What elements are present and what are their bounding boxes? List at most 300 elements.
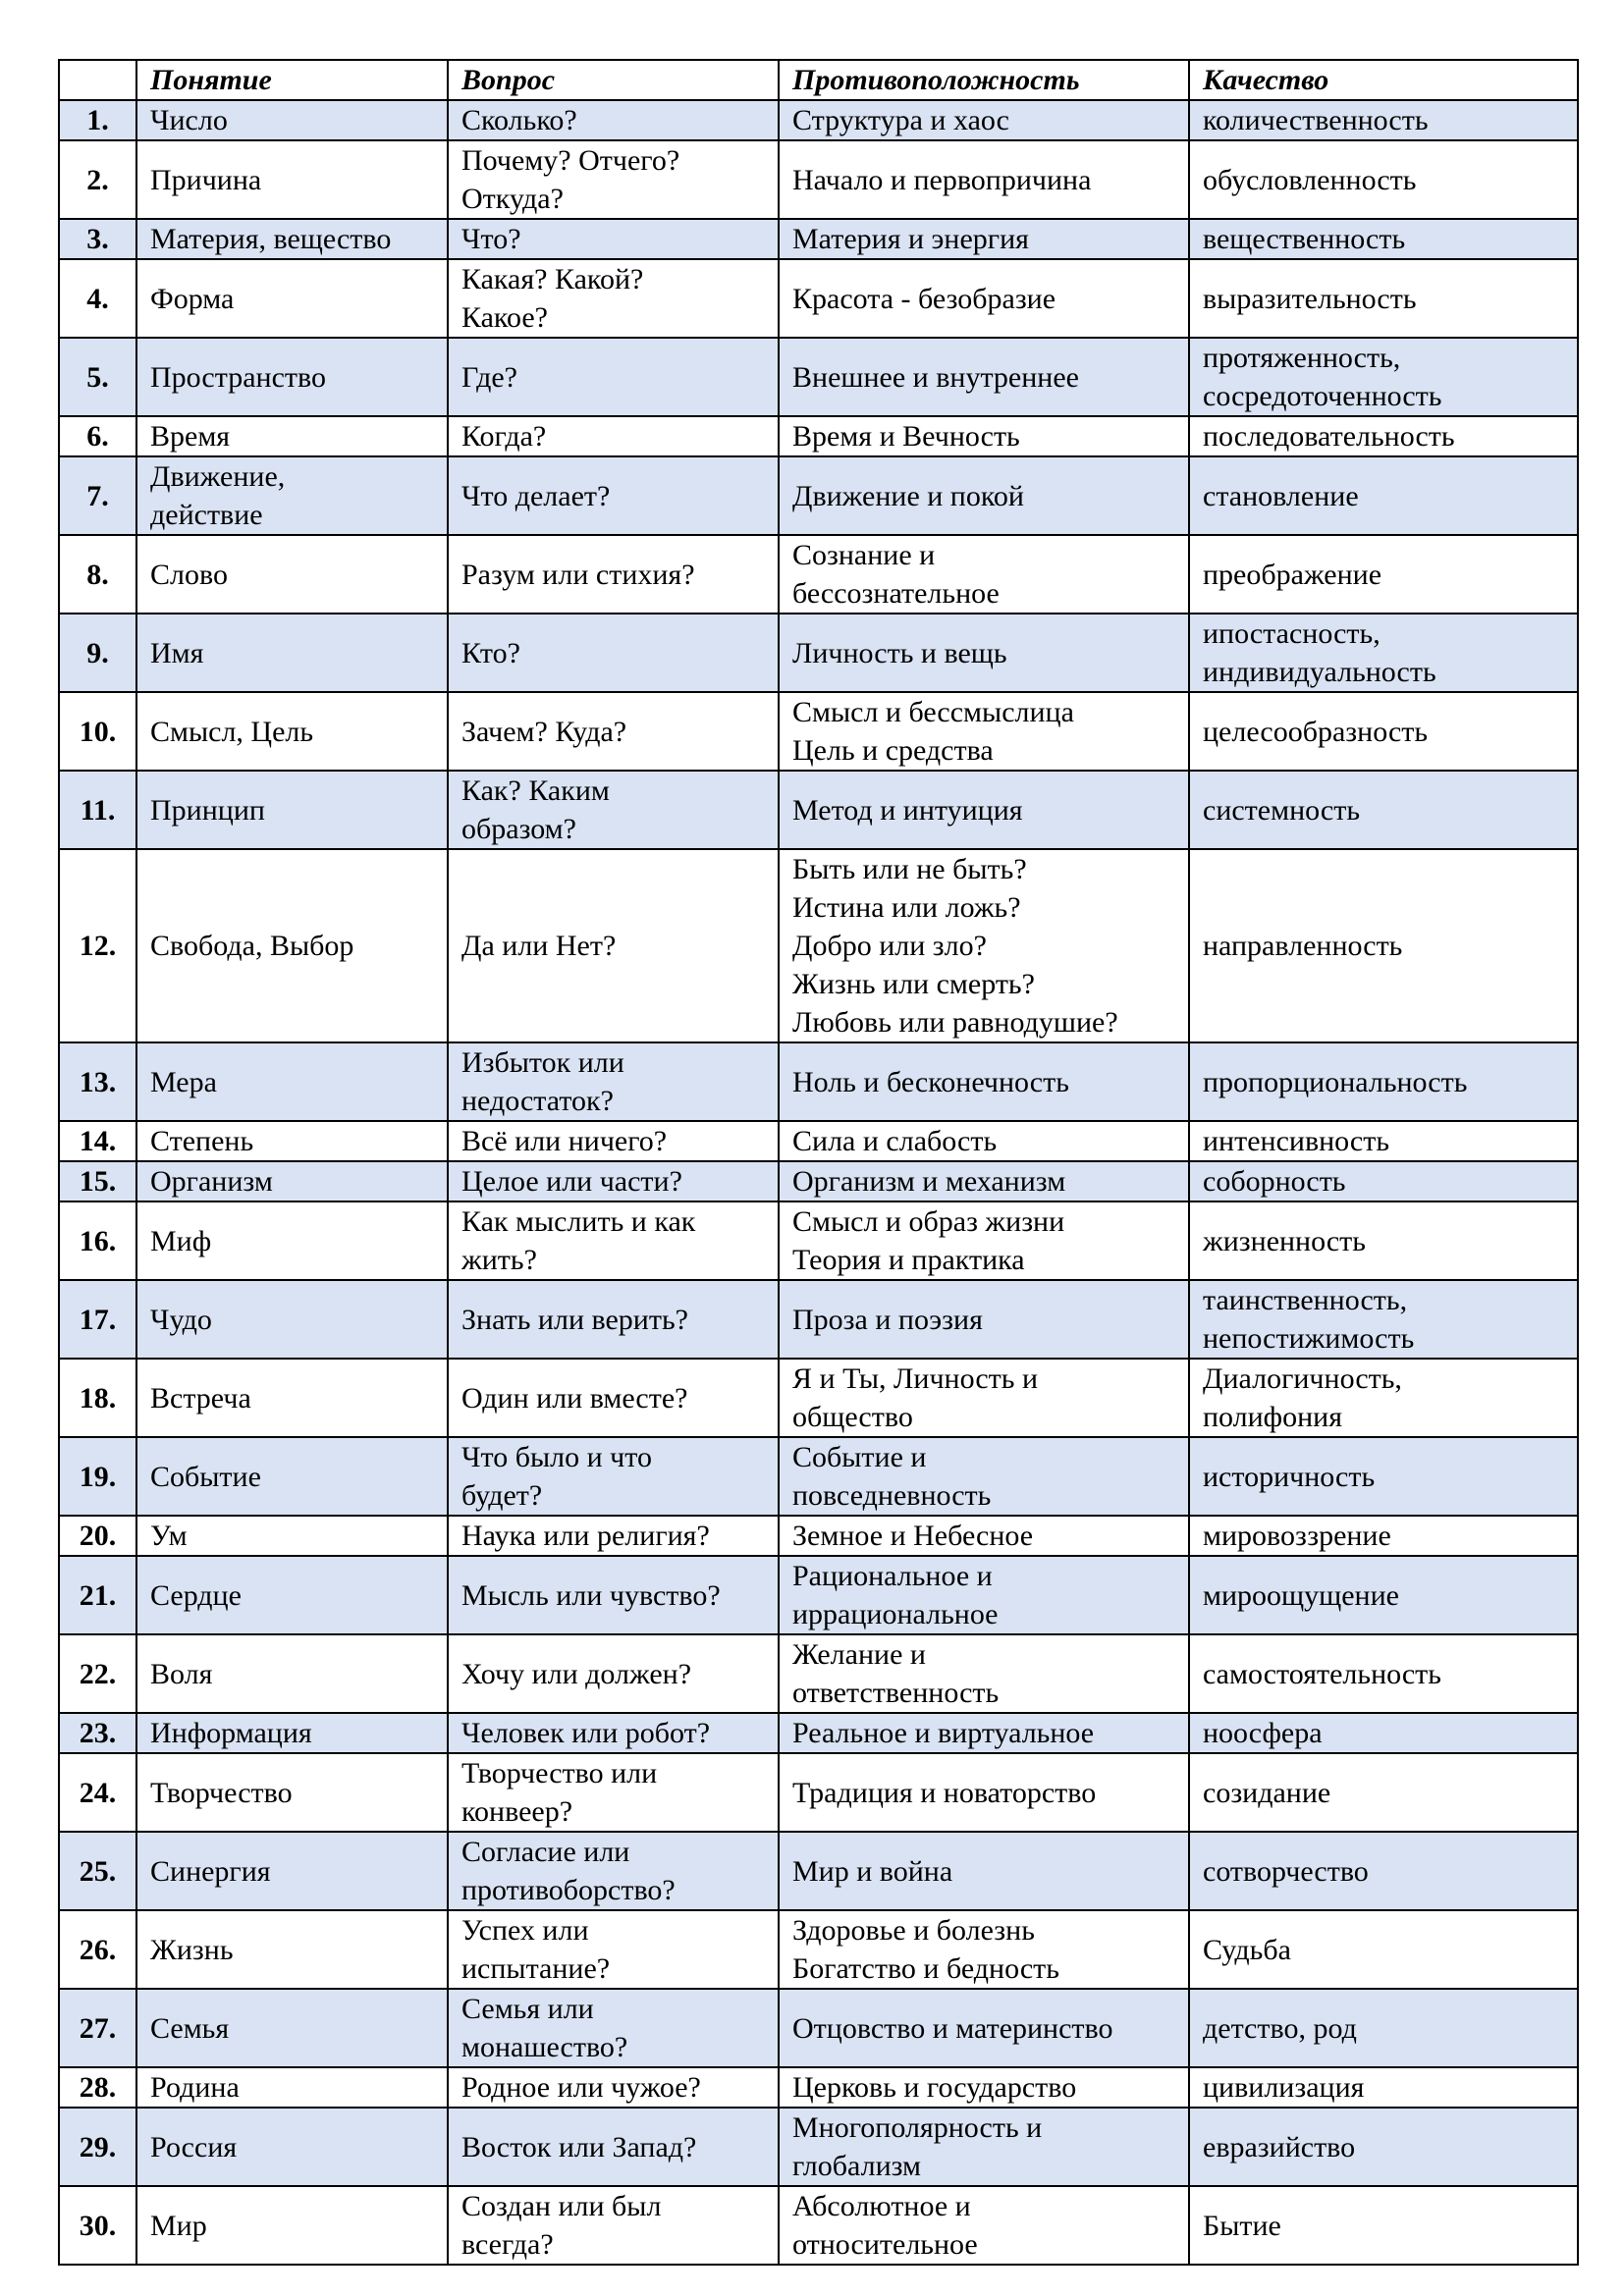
quality-cell <box>1189 1437 1578 1516</box>
table-row <box>59 2108 1578 2186</box>
question-cell-line: испытание? <box>461 1952 611 1985</box>
table-row <box>59 535 1578 614</box>
question-cell <box>448 1359 779 1437</box>
quality-cell-line: Диалогичность, <box>1203 1362 1402 1395</box>
opposite-cell-line: Смысл и образ жизни <box>792 1205 1065 1238</box>
opposite-cell-line: глобализм <box>792 2150 922 2182</box>
quality-cell <box>1189 1201 1578 1280</box>
row-number: 22. <box>59 1634 136 1713</box>
concept-cell <box>136 1910 448 1989</box>
quality-cell <box>1189 140 1578 219</box>
table-row <box>59 1634 1578 1713</box>
question-cell-line: Сколько? <box>461 104 577 136</box>
quality-cell-line: жизненность <box>1203 1224 1366 1257</box>
quality-cell-line: полифония <box>1203 1401 1343 1433</box>
quality-cell <box>1189 338 1578 416</box>
question-cell-line: Хочу или должен? <box>461 1657 692 1690</box>
opposite-cell-line: Добро или зло? <box>792 930 987 962</box>
quality-cell <box>1189 849 1578 1042</box>
opposite-cell-line: Сознание и <box>792 539 936 571</box>
question-cell <box>448 614 779 692</box>
concept-cell-line: Форма <box>150 282 235 315</box>
concept-cell-line: Информация <box>150 1717 312 1749</box>
question-cell <box>448 219 779 259</box>
question-cell <box>448 1042 779 1121</box>
table-row <box>59 140 1578 219</box>
question-cell <box>448 1832 779 1910</box>
question-cell-line: конвеер? <box>461 1795 573 1828</box>
concept-cell-line: Творчество <box>150 1776 293 1809</box>
opposite-cell-line: Мир и война <box>792 1854 953 1888</box>
concept-cell-line: Мир <box>150 2209 207 2242</box>
question-cell-line: недостаток? <box>461 1085 614 1117</box>
concept-cell-line: Ум <box>150 1520 188 1552</box>
question-cell-line: Какая? Какой? <box>461 263 644 295</box>
header-concept: Понятие <box>136 60 448 100</box>
question-cell-line: Где? <box>461 360 517 394</box>
opposite-cell <box>779 1280 1189 1359</box>
table-row <box>59 1832 1578 1910</box>
opposite-cell <box>779 2108 1189 2186</box>
quality-cell-line: таинственность, <box>1203 1284 1408 1316</box>
concept-cell <box>136 140 448 219</box>
row-number: 24. <box>59 1753 136 1832</box>
concept-cell <box>136 219 448 259</box>
question-cell-line: Почему? Отчего? <box>461 144 680 177</box>
quality-cell <box>1189 1516 1578 1556</box>
question-cell <box>448 259 779 338</box>
concept-cell-line: Событие <box>150 1460 261 1493</box>
concept-cell-line: Жизнь <box>150 1933 234 1966</box>
concept-cell-line: Россия <box>150 2130 238 2163</box>
concept-cell <box>136 1832 448 1910</box>
table-row <box>59 219 1578 259</box>
opposite-cell-line: Быть или не быть? <box>792 853 1027 885</box>
concept-cell <box>136 535 448 614</box>
question-cell-line: Мысль или чувство? <box>461 1578 721 1612</box>
question-cell <box>448 1161 779 1201</box>
opposite-cell-line: Материя и энергия <box>792 223 1029 255</box>
concept-cell-line: Смысл, Цель <box>150 715 314 748</box>
quality-cell <box>1189 535 1578 614</box>
table-row <box>59 1121 1578 1161</box>
header-question: Вопрос <box>448 60 779 100</box>
opposite-cell <box>779 456 1189 535</box>
concept-cell <box>136 1713 448 1753</box>
quality-cell-line: преображение <box>1203 558 1382 591</box>
row-number: 2. <box>59 140 136 219</box>
quality-cell-line: протяженность, <box>1203 342 1401 374</box>
quality-cell-line: целесообразность <box>1203 715 1429 748</box>
question-cell-line: Избыток или <box>461 1046 624 1079</box>
opposite-cell-line: Богатство и бедность <box>792 1952 1059 1985</box>
opposite-cell <box>779 1516 1189 1556</box>
question-cell-line: Семья или <box>461 1993 594 2025</box>
quality-cell <box>1189 2186 1578 2265</box>
quality-cell-line: непостижимость <box>1203 1322 1415 1355</box>
row-number: 21. <box>59 1556 136 1634</box>
question-cell-line: Что? <box>461 223 521 255</box>
question-cell <box>448 1713 779 1753</box>
quality-cell <box>1189 1634 1578 1713</box>
concept-cell-line: Родина <box>150 2071 240 2104</box>
opposite-cell-line: Начало и первопричина <box>792 163 1092 196</box>
concept-cell <box>136 1280 448 1359</box>
opposite-cell-line: Время и Вечность <box>792 420 1020 453</box>
quality-cell-line: интенсивность <box>1203 1125 1390 1157</box>
quality-cell-line: самостоятельность <box>1203 1657 1441 1690</box>
opposite-cell-line: Личность и вещь <box>792 636 1007 669</box>
quality-cell-line: ноосфера <box>1203 1717 1323 1749</box>
opposite-cell-line: Структура и хаос <box>792 104 1009 136</box>
concept-cell-line: Миф <box>150 1224 212 1257</box>
opposite-cell <box>779 1634 1189 1713</box>
row-number: 25. <box>59 1832 136 1910</box>
quality-cell-line: мироощущение <box>1203 1578 1399 1612</box>
question-cell-line: Когда? <box>461 420 547 453</box>
question-cell <box>448 1989 779 2067</box>
row-number: 9. <box>59 614 136 692</box>
opposite-cell <box>779 614 1189 692</box>
opposite-cell <box>779 1910 1189 1989</box>
question-cell-line: Творчество или <box>461 1757 658 1789</box>
opposite-cell <box>779 849 1189 1042</box>
concept-cell <box>136 1437 448 1516</box>
quality-cell-line: обусловленность <box>1203 163 1417 196</box>
concept-cell-line: Имя <box>150 636 204 669</box>
concept-cell <box>136 456 448 535</box>
question-cell <box>448 2186 779 2265</box>
header-opposite: Противоположность <box>779 60 1189 100</box>
opposite-cell-line: Организм и механизм <box>792 1165 1066 1198</box>
question-cell-line: будет? <box>461 1479 543 1512</box>
concept-cell-line: Время <box>150 420 231 453</box>
opposite-cell <box>779 1989 1189 2067</box>
row-number: 8. <box>59 535 136 614</box>
quality-cell <box>1189 692 1578 771</box>
opposite-cell <box>779 535 1189 614</box>
table-row <box>59 692 1578 771</box>
quality-cell <box>1189 1359 1578 1437</box>
question-cell <box>448 771 779 849</box>
table-row <box>59 1280 1578 1359</box>
question-cell-line: Разум или стихия? <box>461 558 695 591</box>
row-number: 11. <box>59 771 136 849</box>
opposite-cell-line: Событие и <box>792 1441 927 1473</box>
opposite-cell <box>779 100 1189 140</box>
concept-cell <box>136 1556 448 1634</box>
row-number: 16. <box>59 1201 136 1280</box>
opposite-cell-line: Проза и поэзия <box>792 1303 983 1336</box>
concept-cell <box>136 100 448 140</box>
concept-cell <box>136 1161 448 1201</box>
quality-cell-line: индивидуальность <box>1203 656 1436 688</box>
concept-cell-line: Свобода, Выбор <box>150 930 354 962</box>
opposite-cell-line: общество <box>792 1401 913 1433</box>
quality-cell-line: созидание <box>1203 1776 1331 1809</box>
opposite-cell <box>779 1042 1189 1121</box>
quality-cell-line: вещественность <box>1203 223 1406 255</box>
opposite-cell-line: Церковь и государство <box>792 2071 1077 2104</box>
concept-cell-line: Мера <box>150 1065 217 1098</box>
opposite-cell-line: Любовь или равнодушие? <box>792 1006 1118 1039</box>
concept-cell <box>136 1516 448 1556</box>
concept-cell-line: Пространство <box>150 360 326 394</box>
question-cell-line: Откуда? <box>461 183 564 215</box>
concept-cell-line: Сердце <box>150 1578 242 1612</box>
opposite-cell <box>779 259 1189 338</box>
row-number: 17. <box>59 1280 136 1359</box>
question-cell-line: монашество? <box>461 2031 628 2063</box>
row-number: 20. <box>59 1516 136 1556</box>
table-row <box>59 1359 1578 1437</box>
opposite-cell-line: Жизнь или смерть? <box>792 968 1035 1000</box>
concept-cell <box>136 259 448 338</box>
row-number: 6. <box>59 416 136 456</box>
concept-cell <box>136 692 448 771</box>
concept-cell-line: Слово <box>150 558 228 591</box>
quality-cell <box>1189 1832 1578 1910</box>
table-row <box>59 614 1578 692</box>
concept-cell-line: Воля <box>150 1657 213 1690</box>
row-number: 13. <box>59 1042 136 1121</box>
concept-cell-line: Степень <box>150 1125 254 1157</box>
header-quality: Качество <box>1189 60 1578 100</box>
question-cell-line: Зачем? Куда? <box>461 715 627 748</box>
table-row <box>59 1910 1578 1989</box>
table-row <box>59 2067 1578 2108</box>
concept-cell <box>136 1359 448 1437</box>
quality-cell <box>1189 1280 1578 1359</box>
opposite-cell-line: Желание и <box>792 1638 926 1671</box>
concept-cell <box>136 1201 448 1280</box>
concept-cell-line: Встреча <box>150 1381 251 1415</box>
quality-cell-line: системность <box>1203 793 1361 827</box>
quality-cell <box>1189 1161 1578 1201</box>
opposite-cell-line: Традиция и новаторство <box>792 1776 1097 1809</box>
question-cell-line: Что было и что <box>461 1441 652 1473</box>
quality-cell <box>1189 614 1578 692</box>
concept-cell <box>136 1042 448 1121</box>
question-cell-line: всегда? <box>461 2228 554 2261</box>
concept-cell <box>136 416 448 456</box>
opposite-cell <box>779 338 1189 416</box>
question-cell <box>448 1201 779 1280</box>
opposite-cell <box>779 1161 1189 1201</box>
question-cell <box>448 2108 779 2186</box>
opposite-cell <box>779 2186 1189 2265</box>
opposite-cell <box>779 1753 1189 1832</box>
header-number <box>59 60 136 100</box>
question-cell-line: жить? <box>461 1244 537 1276</box>
opposite-cell-line: Внешнее и внутреннее <box>792 360 1079 394</box>
quality-cell-line: Бытие <box>1203 2209 1281 2242</box>
question-cell-line: Человек или робот? <box>461 1717 711 1749</box>
quality-cell <box>1189 1042 1578 1121</box>
opposite-cell-line: Смысл и бессмыслица <box>792 696 1074 728</box>
quality-cell <box>1189 2108 1578 2186</box>
opposite-cell-line: Движение и покой <box>792 479 1024 512</box>
quality-cell-line: цивилизация <box>1203 2071 1365 2104</box>
opposite-cell-line: Ноль и бесконечность <box>792 1065 1069 1098</box>
quality-cell <box>1189 1989 1578 2067</box>
opposite-cell-line: Цель и средства <box>792 734 994 767</box>
quality-cell <box>1189 219 1578 259</box>
table-row <box>59 1161 1578 1201</box>
question-cell <box>448 1121 779 1161</box>
question-cell <box>448 2067 779 2108</box>
concept-cell <box>136 2067 448 2108</box>
question-cell <box>448 849 779 1042</box>
row-number: 12. <box>59 849 136 1042</box>
concept-cell-line: Движение, <box>150 460 286 493</box>
table-row <box>59 771 1578 849</box>
opposite-cell <box>779 1201 1189 1280</box>
row-number: 19. <box>59 1437 136 1516</box>
quality-cell <box>1189 100 1578 140</box>
opposite-cell-line: иррациональное <box>792 1598 999 1630</box>
question-cell-line: Один или вместе? <box>461 1381 688 1415</box>
opposite-cell-line: повседневность <box>792 1479 992 1512</box>
row-number: 3. <box>59 219 136 259</box>
opposite-cell <box>779 1359 1189 1437</box>
concept-cell <box>136 849 448 1042</box>
opposite-cell <box>779 1556 1189 1634</box>
quality-cell <box>1189 1910 1578 1989</box>
question-cell-line: Восток или Запад? <box>461 2130 697 2163</box>
question-cell-line: противоборство? <box>461 1874 676 1906</box>
opposite-cell <box>779 1121 1189 1161</box>
row-number: 23. <box>59 1713 136 1753</box>
concepts-table <box>58 59 1579 2266</box>
row-number: 1. <box>59 100 136 140</box>
row-number: 10. <box>59 692 136 771</box>
question-cell-line: Наука или религия? <box>461 1520 710 1552</box>
question-cell-line: Всё или ничего? <box>461 1125 668 1157</box>
question-cell-line: образом? <box>461 813 576 845</box>
opposite-cell <box>779 1713 1189 1753</box>
concept-cell <box>136 2108 448 2186</box>
table-row <box>59 416 1578 456</box>
question-cell <box>448 1280 779 1359</box>
question-cell-line: Знать или верить? <box>461 1303 688 1336</box>
concept-cell-line: Число <box>150 104 228 136</box>
table-row <box>59 1989 1578 2067</box>
quality-cell-line: последовательность <box>1203 420 1455 453</box>
quality-cell <box>1189 259 1578 338</box>
question-cell <box>448 100 779 140</box>
question-cell <box>448 456 779 535</box>
quality-cell-line: соборность <box>1203 1165 1346 1198</box>
question-cell-line: Что делает? <box>461 479 611 512</box>
quality-cell <box>1189 771 1578 849</box>
concept-cell-line: Причина <box>150 163 262 196</box>
question-cell-line: Да или Нет? <box>461 930 617 962</box>
opposite-cell <box>779 692 1189 771</box>
quality-cell-line: историчность <box>1203 1460 1376 1493</box>
opposite-cell-line: Истина или ложь? <box>792 891 1021 924</box>
row-number: 14. <box>59 1121 136 1161</box>
table-row <box>59 1753 1578 1832</box>
row-number: 18. <box>59 1359 136 1437</box>
table-row <box>59 1201 1578 1280</box>
question-cell-line: Целое или части? <box>461 1165 682 1198</box>
question-cell-line: Родное или чужое? <box>461 2071 701 2104</box>
table-row <box>59 338 1578 416</box>
row-number: 7. <box>59 456 136 535</box>
question-cell-line: Как мыслить и как <box>461 1205 696 1238</box>
table-row <box>59 259 1578 338</box>
quality-cell-line: евразийство <box>1203 2130 1356 2163</box>
opposite-cell-line: Многополярность и <box>792 2111 1043 2144</box>
concept-cell <box>136 1121 448 1161</box>
table-row <box>59 1713 1578 1753</box>
opposite-cell <box>779 416 1189 456</box>
question-cell-line: Успех или <box>461 1914 589 1947</box>
question-cell-line: Создан или был <box>461 2190 662 2222</box>
table-row <box>59 1437 1578 1516</box>
question-cell <box>448 140 779 219</box>
row-number: 5. <box>59 338 136 416</box>
opposite-cell-line: Сила и слабость <box>792 1125 998 1157</box>
concept-cell-line: Принцип <box>150 793 265 827</box>
quality-cell <box>1189 456 1578 535</box>
question-cell <box>448 1753 779 1832</box>
header-row <box>59 60 1578 100</box>
quality-cell-line: ипостасность, <box>1203 617 1380 650</box>
table-row <box>59 2186 1578 2265</box>
concept-cell <box>136 1634 448 1713</box>
opposite-cell-line: Я и Ты, Личность и <box>792 1362 1039 1395</box>
table-row <box>59 456 1578 535</box>
quality-cell-line: детство, род <box>1203 2011 1357 2045</box>
opposite-cell-line: Красота - безобразие <box>792 282 1056 315</box>
row-number: 29. <box>59 2108 136 2186</box>
concept-cell-line: действие <box>150 499 263 531</box>
opposite-cell <box>779 219 1189 259</box>
question-cell <box>448 1910 779 1989</box>
opposite-cell-line: бессознательное <box>792 577 1000 610</box>
table-body <box>59 100 1578 2265</box>
quality-cell <box>1189 1713 1578 1753</box>
question-cell <box>448 338 779 416</box>
opposite-cell-line: Отцовство и материнство <box>792 2011 1113 2045</box>
row-number: 27. <box>59 1989 136 2067</box>
concept-cell <box>136 1989 448 2067</box>
quality-cell-line: пропорциональность <box>1203 1065 1468 1098</box>
question-cell <box>448 692 779 771</box>
concept-cell-line: Материя, вещество <box>150 223 392 255</box>
concept-cell <box>136 338 448 416</box>
question-cell <box>448 1437 779 1516</box>
question-cell-line: Как? Каким <box>461 774 610 807</box>
opposite-cell <box>779 771 1189 849</box>
opposite-cell-line: Теория и практика <box>792 1244 1025 1276</box>
question-cell <box>448 1556 779 1634</box>
opposite-cell-line: ответственность <box>792 1677 1000 1709</box>
opposite-cell-line: Земное и Небесное <box>792 1520 1034 1552</box>
concept-cell <box>136 614 448 692</box>
concept-cell <box>136 771 448 849</box>
row-number: 28. <box>59 2067 136 2108</box>
opposite-cell-line: Метод и интуиция <box>792 793 1023 827</box>
opposite-cell-line: Абсолютное и <box>792 2190 971 2222</box>
question-cell <box>448 416 779 456</box>
opposite-cell <box>779 2067 1189 2108</box>
table-row <box>59 1042 1578 1121</box>
opposite-cell <box>779 1437 1189 1516</box>
quality-cell-line: количественность <box>1203 104 1429 136</box>
